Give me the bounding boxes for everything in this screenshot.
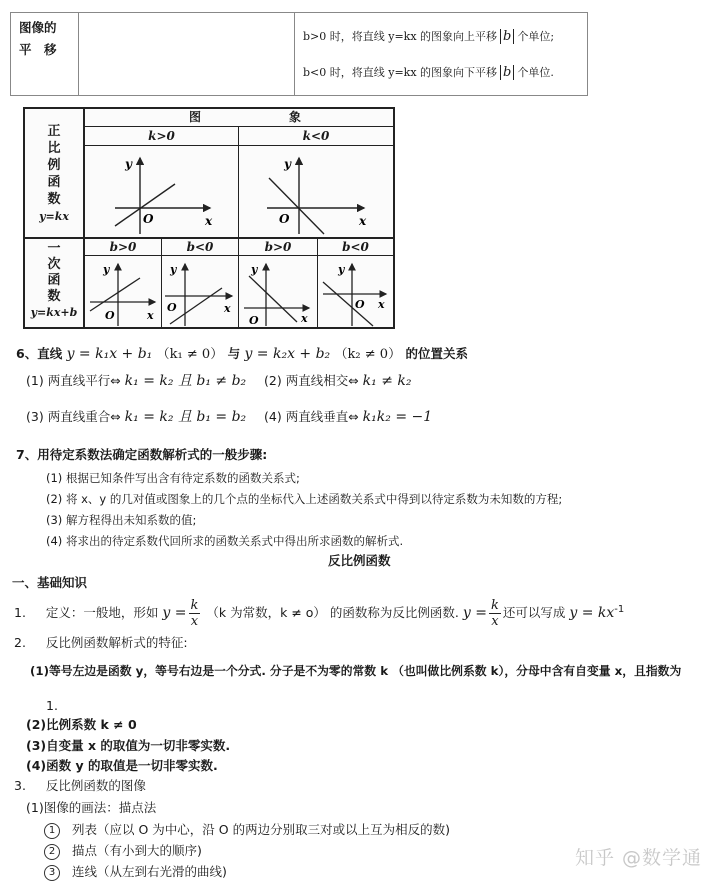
denominator: x <box>491 614 499 630</box>
origin-label: O <box>105 309 115 322</box>
step-text: 连线（从左到右光滑的曲线) <box>72 864 227 879</box>
basics-heading: 一、基础知识 <box>12 575 88 590</box>
graph-k-neg-b-pos <box>239 256 317 327</box>
relation-parallel <box>26 372 246 390</box>
label-char: 例 <box>47 158 61 173</box>
x-axis-label: x <box>359 214 367 228</box>
graph-step-2 <box>44 842 202 860</box>
graph-step-1 <box>44 821 450 839</box>
item-num: (3) <box>26 409 44 424</box>
step-2: (2) 将 x、y 的几对值或图象上的几个点的坐标代入上述函数关系式中得到以待定系数为未知数的方程; <box>46 492 563 506</box>
numerator: k <box>490 598 499 614</box>
k-over-x-fraction <box>489 598 501 629</box>
step-4: (4) 将求出的待定系数代回所求的函数关系式中得出所求函数的解析式. <box>46 534 404 548</box>
translation-label-line2: 平 移 <box>19 42 57 57</box>
line2-condition: （k₂ ≠ 0） <box>334 347 402 362</box>
translation-label-cell <box>11 13 79 95</box>
linear-label <box>25 241 83 321</box>
origin-label: O <box>355 298 365 311</box>
label-char: 正 <box>47 124 61 139</box>
item-text: 两直线相交⇔ <box>285 373 359 388</box>
proportional-label <box>25 123 83 225</box>
section6-prefix: 6、直线 <box>16 346 63 361</box>
col-b-positive-1: b>0 <box>109 240 137 254</box>
function-line <box>323 282 373 326</box>
y-equals: y = <box>462 605 487 622</box>
abs-b: b <box>500 65 514 80</box>
line1-condition: （k₁ ≠ 0） <box>156 347 224 362</box>
item-math: k₁k₂ = −1 <box>362 409 433 425</box>
origin-label: O <box>249 314 259 327</box>
item-math: k₁ = k₂ 且 b₁ ≠ b₂ <box>124 373 247 389</box>
also-written-as: 还可以写成 <box>502 605 566 621</box>
origin-label: O <box>143 212 154 226</box>
label-char: 数 <box>47 192 61 207</box>
item-math: k₁ ≠ k₂ <box>362 373 412 389</box>
circled-number: 1 <box>44 823 60 839</box>
x-axis-label: x <box>224 302 231 315</box>
item-num: 3. <box>14 778 26 793</box>
x-axis-label: x <box>147 309 154 322</box>
features-heading <box>14 634 188 652</box>
label-char: 数 <box>47 289 61 304</box>
section6-mid: 与 <box>227 346 241 361</box>
linear-equation: y=kx+b <box>30 306 78 319</box>
rule-down-text: b<0 时，将直线 y=kx 的图象向下平移 <box>303 66 498 79</box>
item-num: (1) <box>26 373 44 388</box>
label-char: 比 <box>47 141 61 156</box>
k-over-x-fraction <box>189 598 201 629</box>
rule-down <box>303 63 554 83</box>
col-k-negative: k<0 <box>302 129 330 143</box>
graph-title: 反比例函数的图像 <box>45 778 146 793</box>
function-line <box>90 278 140 311</box>
step-3: (3) 解方程得出未知系数的值; <box>46 513 197 527</box>
graph-k-positive <box>85 146 238 237</box>
graph-header-left: 图 <box>188 110 201 124</box>
y-axis-label: y <box>125 157 132 171</box>
step-text: 描点（有小到大的顺序) <box>72 843 202 858</box>
relation-intersect <box>264 372 412 390</box>
features-title: 反比例函数解析式的特征: <box>45 635 188 650</box>
feature-2: (2)比例系数 k ≠ 0 <box>26 717 137 732</box>
exponent: -1 <box>614 604 625 615</box>
label-char: 函 <box>47 175 61 190</box>
item-text: 两直线重合⇔ <box>47 409 121 424</box>
graph-header-right: 象 <box>288 110 301 124</box>
graph-table <box>23 107 395 329</box>
item-text: 两直线平行⇔ <box>47 373 121 388</box>
col-b-negative-1: b<0 <box>186 240 214 254</box>
translation-empty-cell <box>79 13 295 95</box>
rule-up <box>303 27 554 47</box>
function-line <box>269 178 324 234</box>
circled-number: 3 <box>44 865 60 881</box>
col-b-negative-2: b<0 <box>342 240 369 254</box>
origin-label: O <box>279 212 290 226</box>
origin-label: O <box>167 301 177 314</box>
y-axis-label: y <box>251 263 258 276</box>
translation-rules-cell <box>295 13 587 95</box>
item-num: 1. <box>14 605 26 621</box>
graph-k-negative <box>239 146 393 237</box>
graph-method: (1)图像的画法：描点法 <box>26 800 157 815</box>
relation-coincide <box>26 408 246 426</box>
rule-up-text: b>0 时，将直线 y=kx 的图象向上平移 <box>303 30 498 43</box>
y-axis-label: y <box>170 263 177 276</box>
definition-lead: 定义：一般地，形如 <box>45 605 159 621</box>
line1-equation: y = k₁x + b₁ <box>66 346 153 362</box>
rule-up-suffix: 个单位; <box>517 30 555 43</box>
rule-down-suffix: 个单位. <box>517 66 554 79</box>
label-char: 函 <box>47 273 61 288</box>
item-num: (4) <box>264 409 282 424</box>
translation-label <box>19 17 57 61</box>
graph-k-neg-b-neg <box>318 256 393 327</box>
definition-mid: 的函数称为反比例函数. <box>329 605 459 621</box>
definition-condition: （k 为常数，k ≠ o） <box>206 605 326 621</box>
step-text: 列表（应以 O 为中心，沿 O 的两边分别取三对或以上互为相反的数) <box>72 822 450 837</box>
x-axis-label: x <box>378 298 385 311</box>
abs-b: b <box>500 29 514 44</box>
feature-1-cont: 1. <box>46 698 58 713</box>
item-math: k₁ = k₂ 且 b₁ = b₂ <box>124 409 247 425</box>
graph-heading <box>14 777 146 795</box>
translation-label-line1: 图像的 <box>19 20 57 35</box>
proportional-equation: y=kx <box>39 210 69 223</box>
feature-1: (1)等号左边是函数 y，等号右边是一个分式. 分子是不为零的常数 k （也叫做比例系数 k），分母中含有自变量 x，且指数为 <box>30 664 682 678</box>
section6-title <box>16 345 468 364</box>
relation-perpendicular <box>264 408 432 426</box>
function-line <box>170 288 222 324</box>
y-axis-label: y <box>338 263 345 276</box>
item-num: (2) <box>264 373 282 388</box>
section7-title: 7、用待定系数法确定函数解析式的一般步骤: <box>16 447 268 462</box>
col-b-positive-2: b>0 <box>264 240 292 254</box>
line2-equation: y = k₂x + b₂ <box>244 346 331 362</box>
denominator: x <box>190 614 199 630</box>
feature-4: (4)函数 y 的取值是一切非零实数. <box>26 758 218 773</box>
inverse-heading: 反比例函数 <box>328 553 391 568</box>
definition-line <box>14 594 625 630</box>
numerator: k <box>190 598 199 614</box>
graph-k-pos-b-neg <box>162 256 238 327</box>
y-equals: y = <box>162 605 187 622</box>
alt-form: y = kx <box>569 605 615 622</box>
graph-step-3 <box>44 863 227 881</box>
item-num: 2. <box>14 635 26 650</box>
translation-table <box>10 12 588 96</box>
x-axis-label: x <box>205 214 213 228</box>
section6-suffix: 的位置关系 <box>405 346 468 361</box>
feature-3: (3)自变量 x 的取值为一切非零实数. <box>26 738 231 753</box>
circled-number: 2 <box>44 844 60 860</box>
x-axis-label: x <box>301 312 308 325</box>
step-1: (1) 根据已知条件写出含有待定系数的函数关系式; <box>46 471 300 485</box>
graph-k-pos-b-pos <box>85 256 161 327</box>
col-k-positive: k>0 <box>148 129 175 143</box>
y-axis-label: y <box>284 157 291 171</box>
label-char: 次 <box>47 257 61 272</box>
y-axis-label: y <box>103 263 110 276</box>
item-text: 两直线垂直⇔ <box>285 409 359 424</box>
watermark: 知乎 @数学通 <box>574 847 702 869</box>
label-char: 一 <box>47 241 61 256</box>
